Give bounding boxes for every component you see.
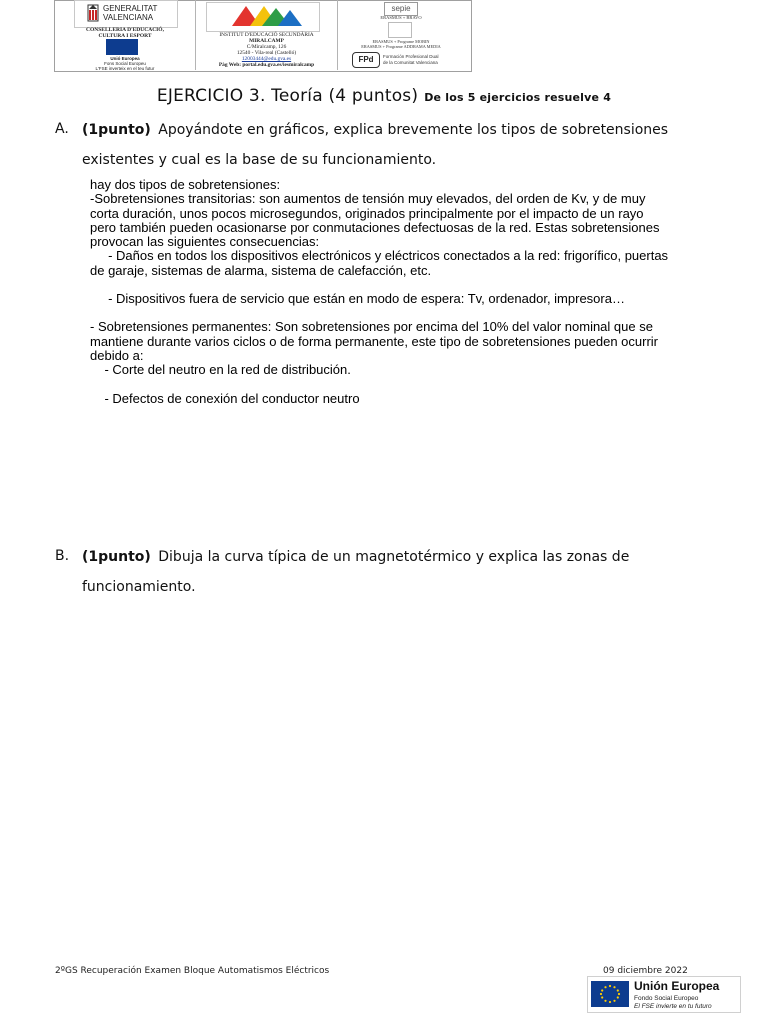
miralcamp-mountains-icon (232, 6, 302, 26)
spacer (90, 378, 670, 392)
question-b-letter: B. (55, 548, 70, 564)
eu-footer-title: Unión Europea (634, 979, 720, 993)
eu-flag-icon (591, 981, 629, 1007)
question-b (82, 542, 642, 602)
answer-a-transitorias: -Sobretensiones transitorias: son aumentos de tensión muy elevados, del orden de Kv, y de muy corta duración, unos pocos microsegundos, originados principalmente por el impacto de un rayo pero también pueden ocasionarse por conmutaciones defectuosas de la red. Estas sobretensiones provocan las siguientes consecuencias: (90, 191, 660, 250)
answer-a-intro: hay dos tipos de sobretensiones: (90, 177, 281, 192)
exercise-title (0, 86, 768, 106)
eu-footer-line-1: Fondo Social Europeo (634, 995, 699, 1002)
exercise-title-main: EJERCICIO 3. Teoría (4 puntos) (156, 86, 419, 106)
question-a-text: Apoyándote en gráficos, explica brevemente los tipos de sobretensiones existentes y cual es la base de su funcionamiento. (82, 122, 669, 168)
question-a (82, 115, 692, 175)
header-divider (337, 0, 338, 70)
eu-stars-icon (591, 981, 629, 1007)
sepie-logo: sepie (384, 2, 418, 16)
footer-date: 09 diciembre 2022 (603, 966, 688, 976)
fpd-logo: FPd (352, 52, 380, 68)
eu-footer-logo (587, 976, 741, 1013)
answer-a-permanentes: - Sobretensiones permanentes: Son sobretensiones por encima del 10% del valor nominal que se mantiene durante varios ciclos o de forma permanente, este tipo de sobretensiones pueden ocurrir debido a: (90, 319, 658, 363)
generalitat-name: GENERALITAT VALENCIANA (103, 4, 158, 22)
eu-flag-small (106, 39, 138, 55)
answer-a-cause-2: - Defectos de conexión del conductor neutro (90, 390, 360, 406)
sepie-caption: ERASMUS + BRAVO (380, 15, 422, 20)
erasmus-lines: ERASMUS + Programe MOBIN ERASMUS + Programe ADDRAMA MEDIA (361, 39, 441, 49)
sepie-badge (388, 22, 412, 38)
exercise-subtitle: De los 5 ejercicios resuelve 4 (424, 91, 612, 104)
question-a-letter: A. (55, 121, 69, 137)
eu-small-caption: Unió Europea Fons Social Europeu L'FSE inverteix en el teu futur (95, 56, 155, 71)
answer-a (90, 178, 670, 406)
question-a-points: (1punto) (82, 122, 151, 138)
generalitat-crest-icon (87, 4, 99, 22)
answer-a-consequence-1: - Daños en todos los dispositivos electrónicos y eléctricos conectados a la red: frigorífico, puertas de garaje, sistemas de alarma, sistema de calefacción, etc. (90, 248, 672, 278)
conselleria-label: CONSELLERIA D'EDUCACIÓ, CULTURA I ESPORT (86, 27, 164, 39)
footer-course: 2ºGS Recuperación Examen Bloque Automatismos Eléctricos (55, 966, 330, 976)
fpd-caption: Formación Profesional Dual de la Comunitat Valenciana (383, 54, 439, 65)
spacer (90, 306, 670, 320)
generalitat-logo (74, 0, 178, 28)
question-b-text: Dibuja la curva típica de un magnetotérmico y explica las zonas de funcionamiento. (82, 549, 630, 595)
answer-a-cause-1: - Corte del neutro en la red de distribución. (90, 362, 351, 378)
spacer (90, 278, 670, 292)
answer-a-consequence-2: - Dispositivos fuera de servicio que están en modo de espera: Tv, ordenador, impresora… (90, 291, 625, 307)
institute-address: INSTITUT D'EDUCACIÓ SECUNDÀRIA MIRALCAMP C/Miralcamp, 126 12540 - Vila-real (Castelló) 12003444@edu.gva.es Pàg Web: portal.edu.gva.es/iesmiralcamp (218, 32, 315, 68)
question-b-points: (1punto) (82, 549, 151, 565)
eu-footer-line-2: El FSE invierte en tu futuro (634, 1003, 712, 1010)
